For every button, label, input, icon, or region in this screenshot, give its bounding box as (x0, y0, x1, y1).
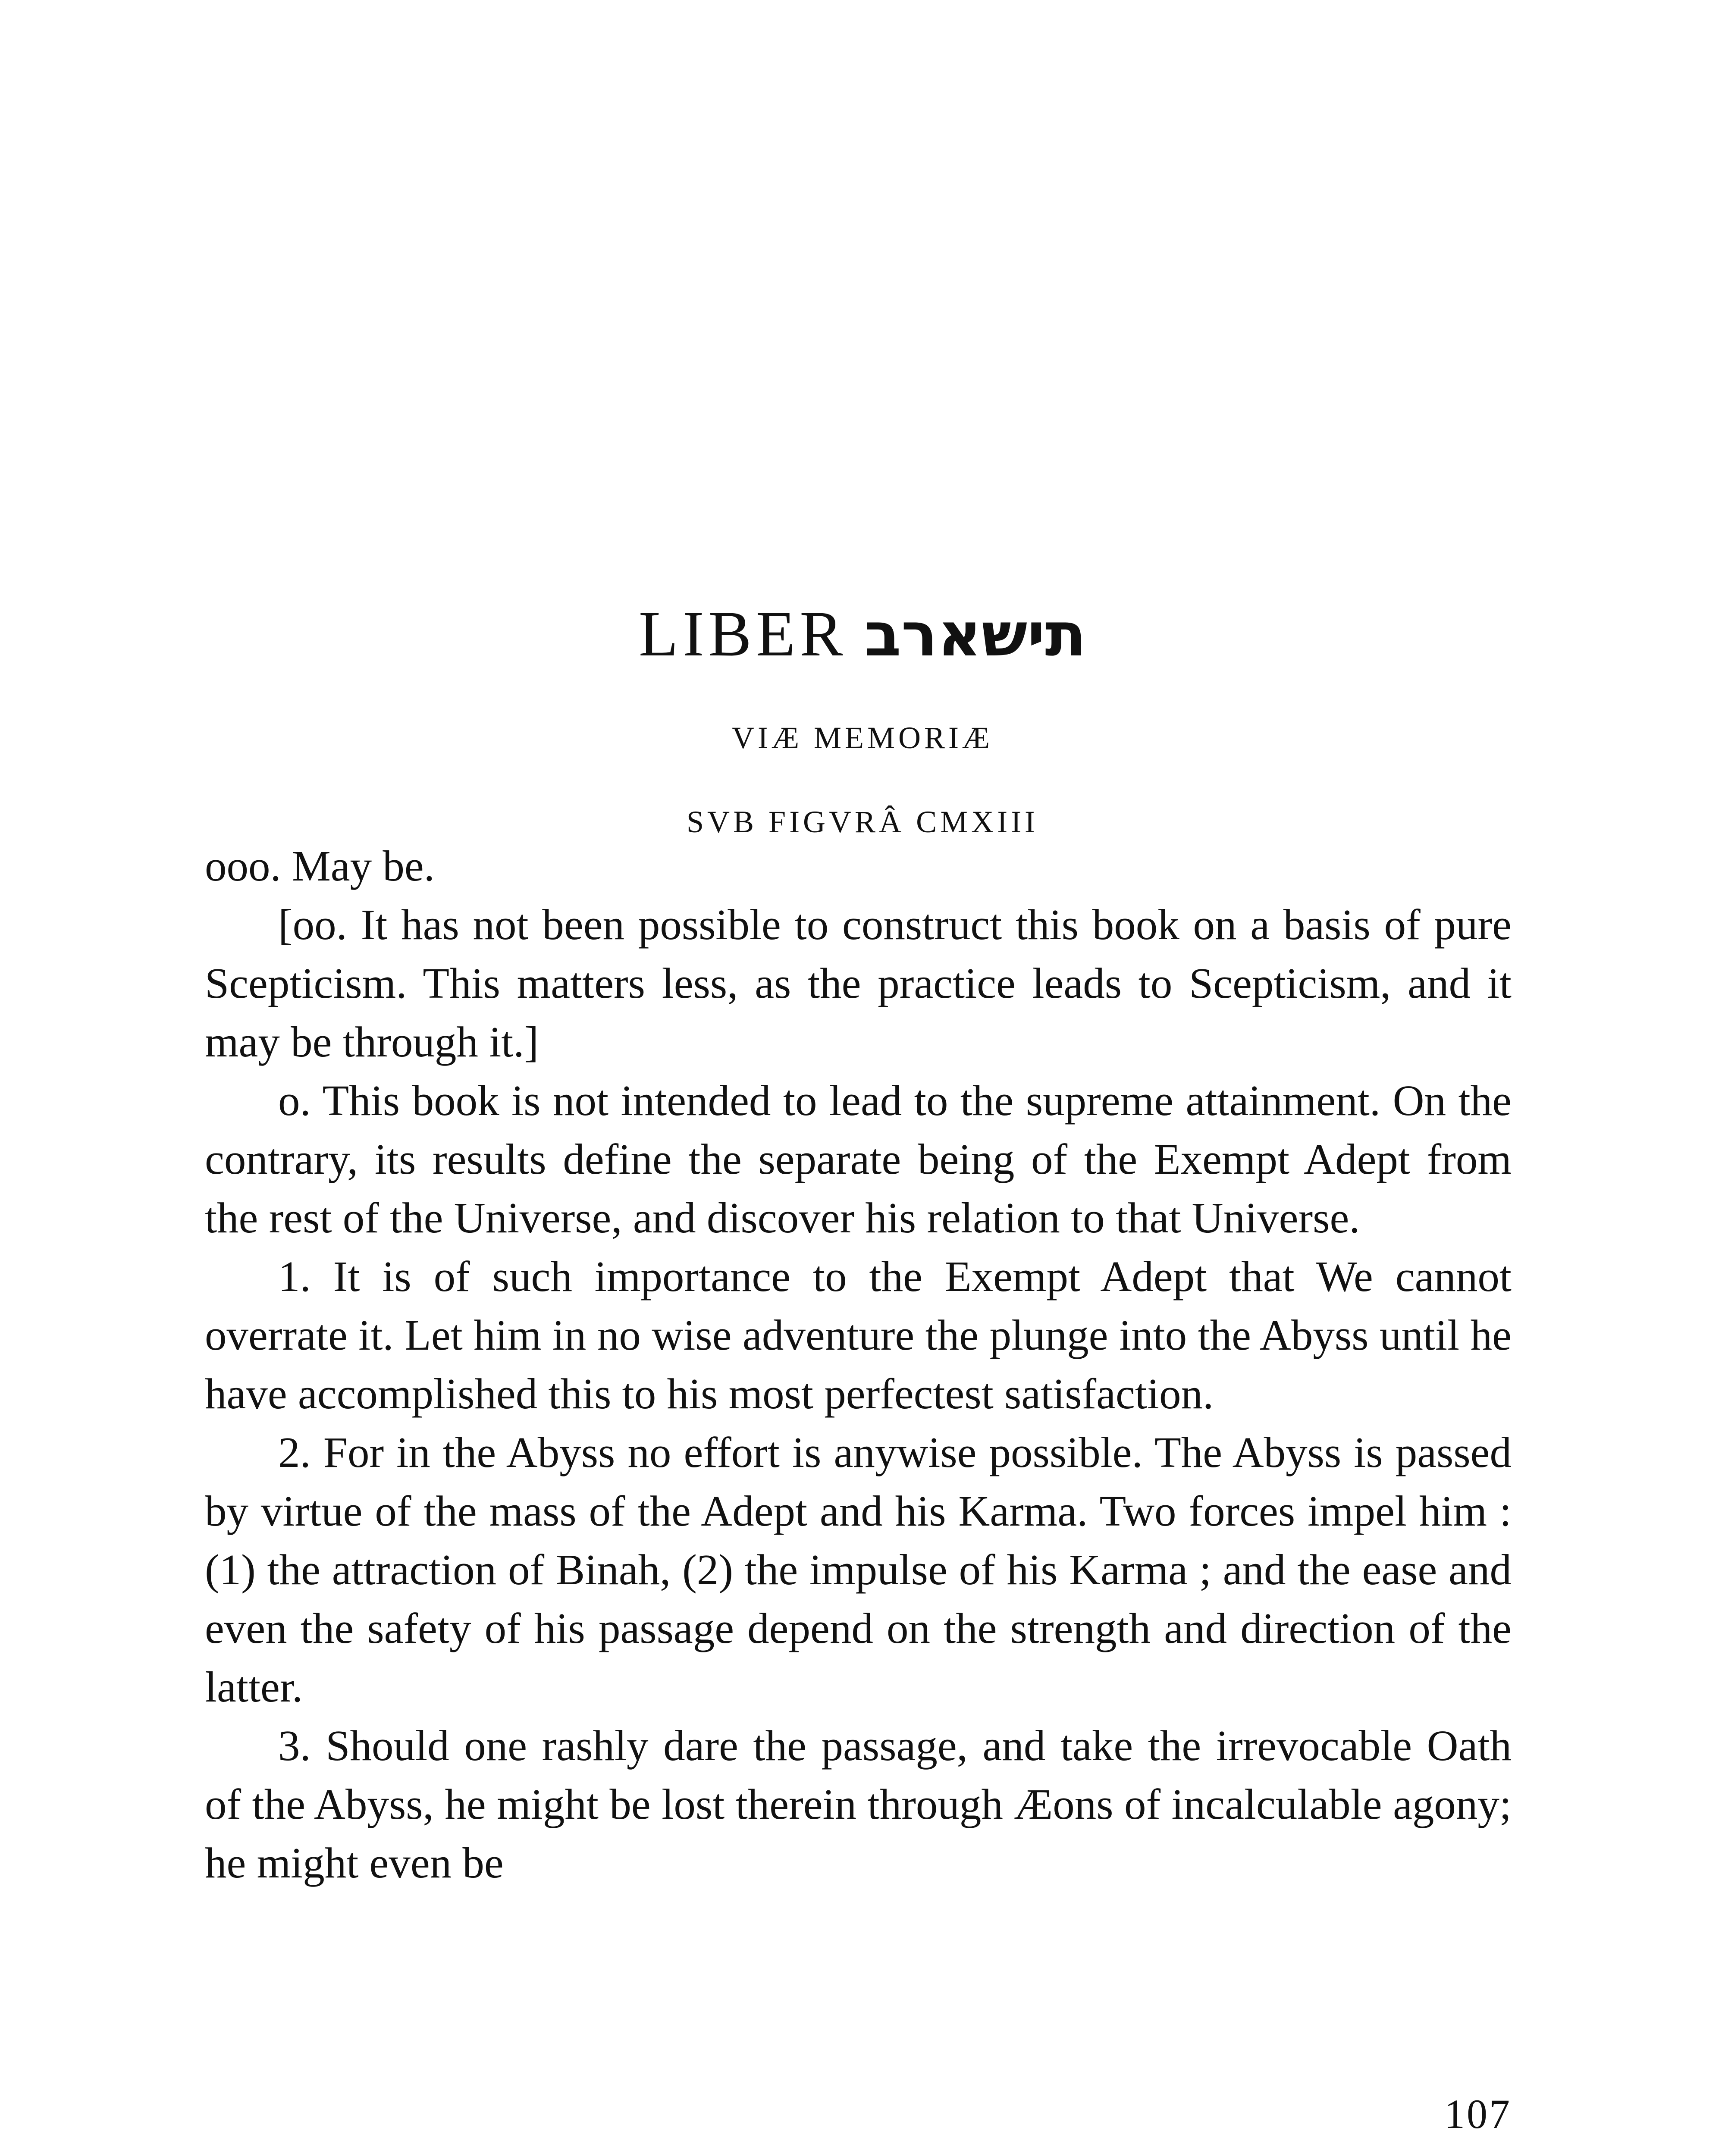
subtitle-via-memoriae: VIÆ MEMORIÆ (731, 721, 994, 755)
paragraph-1: 1. It is of such importance to the Exempt Adept that We cannot overrate it. Let him in no wise adventure the plunge into the Abyss until he have accomplished this to his most perfectest satisfaction. (205, 1252, 1512, 1418)
paragraph-2: 2. For in the Abyss no effort is anywise possible. The Abyss is passed by virtue of the mass of the Adept and his Karma. Two forces impel him : (1) the attraction of Binah, (2) the impulse of his Karma ; and the ease and even the safety of his passage depend on the strength and direction of the latter. (205, 1428, 1512, 1711)
page-title (0, 598, 1725, 670)
paragraph-oo: [oo. It has not been possible to construct this book on a basis of pure Scepticism. This matters less, as the practice leads to Scepticism, and it may be through it.] (205, 900, 1512, 1066)
paragraph-3: 3. Should one rashly dare the passage, and take the irrevocable Oath of the Abyss, he might be lost therein through Æons of incalculable agony; he might even be (205, 1721, 1512, 1887)
paragraph-0: o. This book is not intended to lead to the supreme attainment. On the contrary, its results define the separate being of the Exempt Adept from the rest of the Universe, and discover his relation to that Universe. (205, 1076, 1512, 1242)
body-text (205, 837, 1512, 1892)
page-number: 107 (1444, 2091, 1512, 2137)
subtitle-figura: SVB FIGVRÂ CMXIII (686, 805, 1039, 839)
title-text: LIBER (639, 598, 847, 670)
paragraph-ooo: ooo. May be. (205, 842, 435, 890)
hebrew-title: תישארב (864, 600, 1086, 670)
